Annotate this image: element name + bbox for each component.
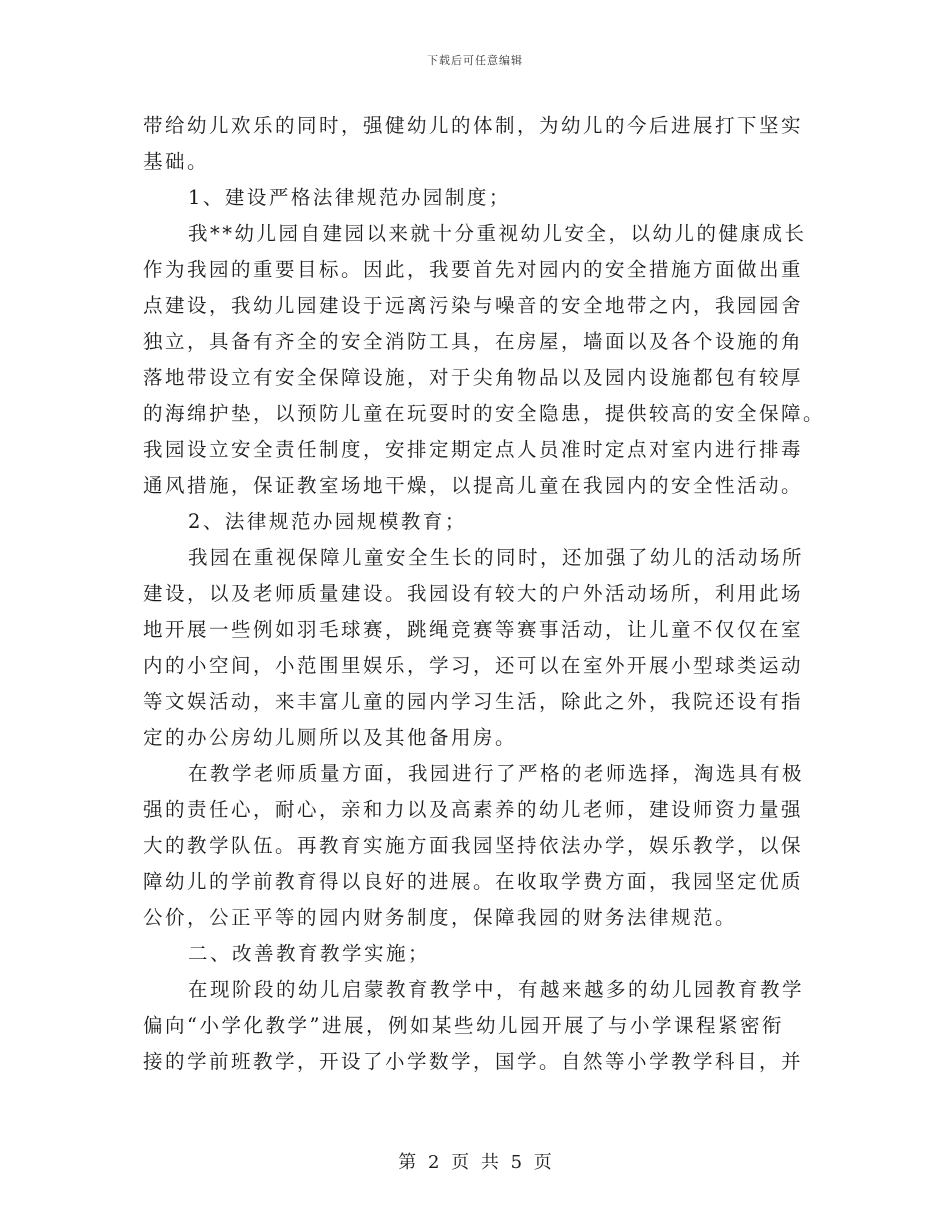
text-line: 我园设立安全责任制度，安排定期定点人员准时定点对室内进行排毒: [143, 438, 804, 461]
text-line: 内的小空间，小范围里娱乐，学习，还可以在室外开展小型球类运动: [143, 654, 804, 677]
text-line: 的海绵护垫，以预防儿童在玩耍时的安全隐患，提供较高的安全保障。: [143, 402, 826, 425]
text-line: 地开展一些例如羽毛球赛，跳绳竞赛等赛事活动，让儿童不仅仅在室: [143, 618, 804, 641]
text-line: 作为我园的重要目标。因此，我要首先对园内的安全措施方面做出重: [143, 258, 804, 281]
section-heading: 2、法律规范办园规模教育；: [188, 510, 467, 533]
text-line: 带给幼儿欢乐的同时，强健幼儿的体制，为幼儿的今后进展打下坚实: [143, 114, 804, 137]
text-line: 接的学前班教学，开设了小学数学，国学。自然等小学教学科目，并: [143, 1050, 804, 1073]
text-line: 独立，具备有齐全的安全消防工具，在房屋，墙面以及各个设施的角: [143, 330, 804, 353]
text-line: 等文娱活动，来丰富儿童的园内学习生活，除此之外，我院还设有指: [143, 690, 804, 713]
section-heading: 1、建设严格法律规范办园制度；: [188, 186, 511, 209]
text-line: 定的办公房幼儿厕所以及其他备用房。: [143, 726, 518, 749]
text-line: 通风措施，保证教室场地干燥，以提高儿童在我园内的安全性活动。: [143, 474, 804, 497]
page-number: 第 2 页 共 5 页: [398, 1152, 552, 1173]
paragraph-start: 我园在重视保障儿童安全生长的同时，还加强了幼儿的活动场所: [188, 546, 805, 569]
text-line: 强的责任心，耐心，亲和力以及高素养的幼儿老师，建设师资力量强: [143, 798, 804, 821]
text-line: 建设，以及老师质量建设。我园设有较大的户外活动场所，利用此场: [143, 582, 804, 605]
text-line: 大的教学队伍。再教育实施方面我园坚持依法办学，娱乐教学，以保: [143, 834, 804, 857]
paragraph-start: 我**幼儿园自建园以来就十分重视幼儿安全，以幼儿的健康成长: [188, 222, 807, 245]
paragraph-start: 在教学老师质量方面，我园进行了严格的老师选择，淘选具有极: [188, 762, 805, 785]
page-header: 下载后可任意编辑: [427, 54, 523, 67]
text-line: 偏向“小学化教学”进展，例如某些幼儿园开展了与小学课程紧密衔: [143, 1014, 784, 1037]
text-line: 落地带设立有安全保障设施，对于尖角物品以及园内设施都包有较厚: [143, 366, 804, 389]
paragraph-start: 在现阶段的幼儿启蒙教育教学中，有越来越多的幼儿园教育教学: [188, 978, 805, 1001]
text-line: 基础。: [143, 150, 210, 173]
section-heading: 二、改善教育教学实施；: [188, 942, 431, 965]
text-line: 公价，公正平等的园内财务制度，保障我园的财务法律规范。: [143, 906, 738, 929]
text-line: 点建设，我幼儿园建设于远离污染与噪音的安全地带之内，我园园舍: [143, 294, 804, 317]
document-body: [143, 108, 826, 1080]
text-line: 障幼儿的学前教育得以良好的进展。在收取学费方面，我园坚定优质: [143, 870, 804, 893]
